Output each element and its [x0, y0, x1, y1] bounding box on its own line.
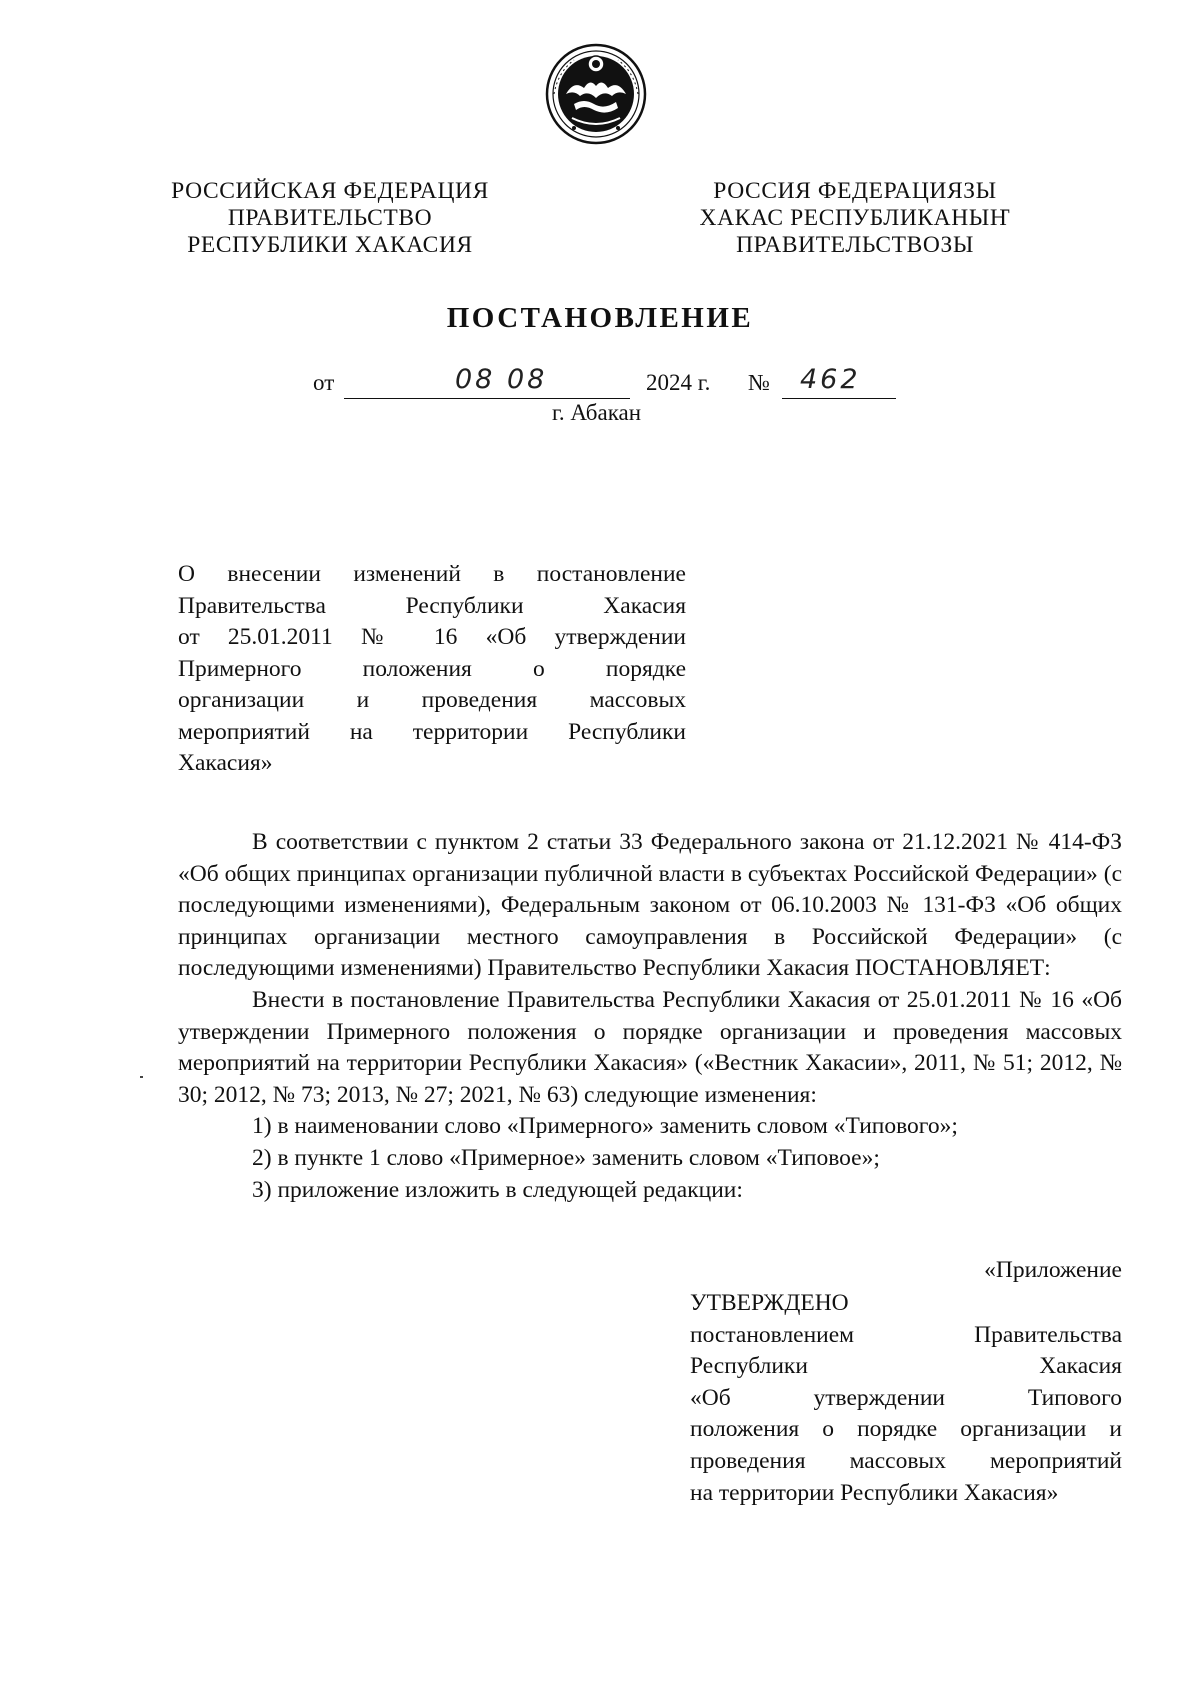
margin-mark — [140, 1076, 143, 1078]
subject-block — [178, 559, 686, 780]
header-right — [685, 178, 1025, 259]
subject-line: Примерного положения о порядке — [178, 655, 686, 682]
approval-line: постановлением Правительства — [690, 1321, 1122, 1348]
change-item: 2) в пункте 1 слово «Примерное» заменить словом «Типовое»; — [252, 1144, 880, 1171]
date-year: 2024 г. — [646, 370, 711, 395]
subject-line: Правительства Республики Хакасия — [178, 592, 686, 619]
header-right-line: РОССИЯ ФЕДЕРАЦИЯЗЫ — [713, 178, 997, 204]
approval-line: на территории Республики Хакасия» — [690, 1479, 1059, 1506]
header-left — [160, 178, 500, 259]
approved-label: УТВЕРЖДЕНО — [690, 1290, 849, 1316]
approval-line: Республики Хакасия — [690, 1353, 1122, 1380]
coat-of-arms-icon — [544, 42, 648, 146]
date-from-label: от — [313, 370, 335, 395]
date-underline — [344, 398, 630, 399]
subject-line: О внесении изменений в постановление — [178, 561, 686, 587]
preamble-paragraph: В соответствии с пунктом 2 статьи 33 Федерального закона от 21.12.2021 № 414-ФЗ «Об общих принципах организации публичной власти в субъектах Российской Федерации» (с последующими изменениями), Федеральным законом от 06.10.2003 № 131-ФЗ «Об общих принципах организации местного самоуправления в Российской Федерации» (с последующими изменениями) Правительство Республики Хакасия ПОСТАНОВЛЯЕТ: — [178, 829, 1122, 982]
approval-line: «Об утверждении Типового — [690, 1384, 1122, 1411]
header-right-line: ПРАВИТЕЛЬСТВОЗЫ — [736, 232, 974, 258]
subject-line: мероприятий на территории Республики — [178, 718, 686, 745]
approval-line: положения о порядке организации и — [690, 1416, 1122, 1443]
change-item: 3) приложение изложить в следующей редакции: — [252, 1176, 743, 1203]
appendix-approval-block — [690, 1288, 1122, 1509]
approval-line: проведения массовых мероприятий — [690, 1447, 1122, 1474]
date-line — [0, 364, 1200, 404]
handwritten-number: 462 — [800, 364, 861, 395]
header-right-line: ХАКАС РЕСПУБЛИКАНЫҤ — [699, 205, 1011, 231]
subject-line: Хакасия» — [178, 750, 273, 776]
number-label: № — [748, 370, 770, 395]
resolution-paragraph: Внести в постановление Правительства Республики Хакасия от 25.01.2011 № 16 «Об утверждении Примерного положения о порядке организации и проведения массовых мероприятий на территории Республики Хакасия» («Вестник Хакасии», 2011, № 51; 2012, № 30; 2012, № 73; 2013, № 27; 2021, № 63) следующие изменения: — [178, 986, 1122, 1108]
body-text — [178, 827, 1122, 1206]
header-left-line: ПРАВИТЕЛЬСТВО — [227, 205, 433, 231]
handwritten-date: 08 08 — [455, 364, 548, 395]
number-underline — [782, 398, 896, 399]
subject-line: от 25.01.2011 № 16 «Об утверждении — [178, 624, 686, 650]
header-left-line: РЕСПУБЛИКИ ХАКАСИЯ — [187, 232, 473, 258]
change-item: 1) в наименовании слово «Примерного» заменить словом «Типового»; — [252, 1113, 958, 1140]
subject-line: организации и проведения массовых — [178, 687, 686, 713]
document-title: ПОСТАНОВЛЕНИЕ — [446, 302, 754, 334]
city: г. Абакан — [552, 400, 642, 425]
header-left-line: РОССИЙСКАЯ ФЕДЕРАЦИЯ — [171, 178, 489, 204]
appendix-heading: «Приложение — [984, 1257, 1122, 1283]
